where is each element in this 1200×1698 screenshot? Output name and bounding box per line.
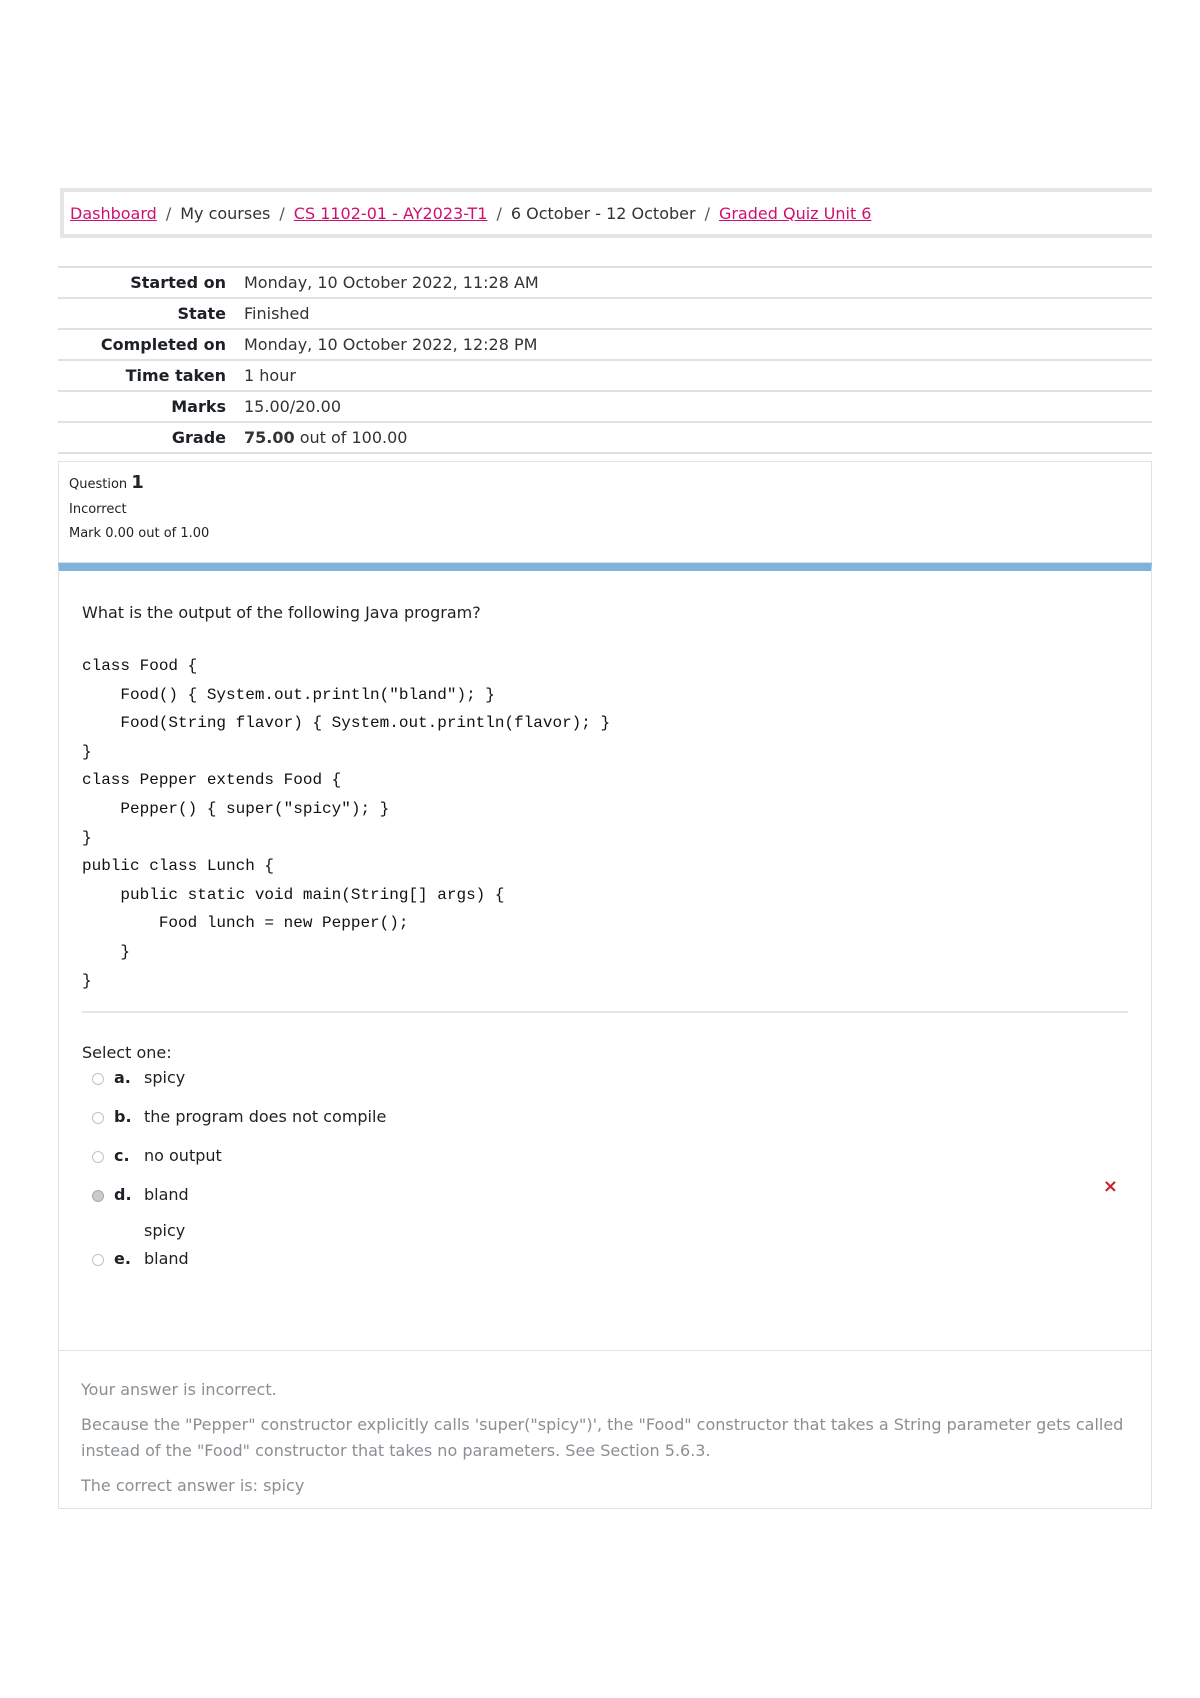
summary-row: [58, 391, 1152, 422]
breadcrumb-dashboard-link[interactable]: Dashboard: [70, 203, 157, 223]
summary-value: Monday, 10 October 2022, 11:28 AM: [244, 267, 1152, 298]
summary-row: [58, 267, 1152, 298]
option-letter: b.: [114, 1107, 132, 1127]
feedback-panel: [58, 1351, 1152, 1509]
question-info: [58, 461, 1152, 563]
breadcrumb-course-link[interactable]: CS 1102-01 - AY2023-T1: [293, 203, 488, 223]
attempt-summary-table: [58, 266, 1152, 454]
answer-option-e[interactable]: [82, 1249, 1128, 1288]
breadcrumb-week: 6 October - 12 October: [510, 203, 696, 223]
incorrect-icon: ×: [1102, 1176, 1118, 1198]
summary-row: [58, 360, 1152, 391]
option-letter: a.: [114, 1068, 131, 1088]
summary-value: Monday, 10 October 2022, 12:28 PM: [244, 329, 1152, 360]
radio-button[interactable]: [92, 1073, 104, 1085]
feedback-result: Your answer is incorrect.: [81, 1380, 277, 1399]
question-status: Incorrect: [69, 502, 127, 517]
summary-label: Time taken: [58, 360, 244, 391]
option-text: no output: [144, 1146, 222, 1166]
radio-button-selected[interactable]: [92, 1190, 104, 1202]
question-text: What is the output of the following Java program?: [82, 603, 481, 622]
breadcrumb-separator: /: [165, 203, 172, 223]
radio-button[interactable]: [92, 1112, 104, 1124]
answer-option-b[interactable]: [82, 1107, 1128, 1146]
divider: [82, 1011, 1128, 1013]
option-letter: c.: [114, 1146, 130, 1166]
feedback-correct-answer: The correct answer is: spicy: [81, 1476, 305, 1495]
option-letter: d.: [114, 1185, 132, 1205]
radio-button[interactable]: [92, 1254, 104, 1266]
summary-label: Completed on: [58, 329, 244, 360]
answer-prompt: Select one:: [82, 1043, 172, 1063]
grade-value: 75.00: [244, 428, 295, 447]
answer-option-d[interactable]: [82, 1185, 1128, 1249]
grade-label: Grade: [58, 422, 244, 453]
breadcrumb-separator: /: [279, 203, 285, 223]
breadcrumb-separator: /: [704, 203, 710, 223]
breadcrumb: [60, 188, 1152, 238]
breadcrumb-separator: /: [496, 203, 502, 223]
summary-label: Marks: [58, 391, 244, 422]
breadcrumb-quiz-link[interactable]: Graded Quiz Unit 6: [718, 203, 872, 223]
summary-row: [58, 329, 1152, 360]
option-text-line: bland: [144, 1185, 189, 1205]
option-text: spicy: [144, 1068, 186, 1088]
question-mark: Mark 0.00 out of 1.00: [69, 526, 210, 541]
option-text-line: spicy: [144, 1221, 186, 1241]
question-code-block: class Food { Food() { System.out.println("bland"); } Food(String flavor) { System.out.println(flavor); } } class Pepper extends Food { Pepper() { super("spicy"); } } public class Lunch { public static void main(String[] args) { Food lunch = new Pepper(); } }: [82, 657, 611, 990]
question-content: [58, 563, 1152, 1351]
question-number: 1: [131, 472, 144, 493]
option-text: bland: [144, 1249, 189, 1269]
summary-row-grade: [58, 422, 1152, 453]
summary-label: Started on: [58, 267, 244, 298]
option-letter: e.: [114, 1249, 131, 1269]
question-number-line: [69, 472, 1141, 493]
grade-suffix: out of 100.00: [299, 428, 408, 447]
option-text: the program does not compile: [144, 1107, 387, 1127]
summary-value: 1 hour: [244, 360, 1152, 391]
feedback-explanation: Because the "Pepper" constructor explicitly calls 'super("spicy")', the "Food" constructor that takes a String parameter gets called instead of the "Food" constructor that takes no parameters. See Section 5.6.3.: [81, 1415, 1124, 1460]
question-prefix: Question: [69, 477, 128, 492]
answer-options: [82, 1068, 1128, 1288]
radio-button[interactable]: [92, 1151, 104, 1163]
answer-option-c[interactable]: [82, 1146, 1128, 1185]
summary-label: State: [58, 298, 244, 329]
grade-value-cell: [244, 422, 1152, 453]
summary-row: [58, 298, 1152, 329]
breadcrumb-my-courses: My courses: [180, 203, 271, 223]
option-text: [144, 1177, 189, 1249]
summary-value: 15.00/20.00: [244, 391, 1152, 422]
summary-value: Finished: [244, 298, 1152, 329]
